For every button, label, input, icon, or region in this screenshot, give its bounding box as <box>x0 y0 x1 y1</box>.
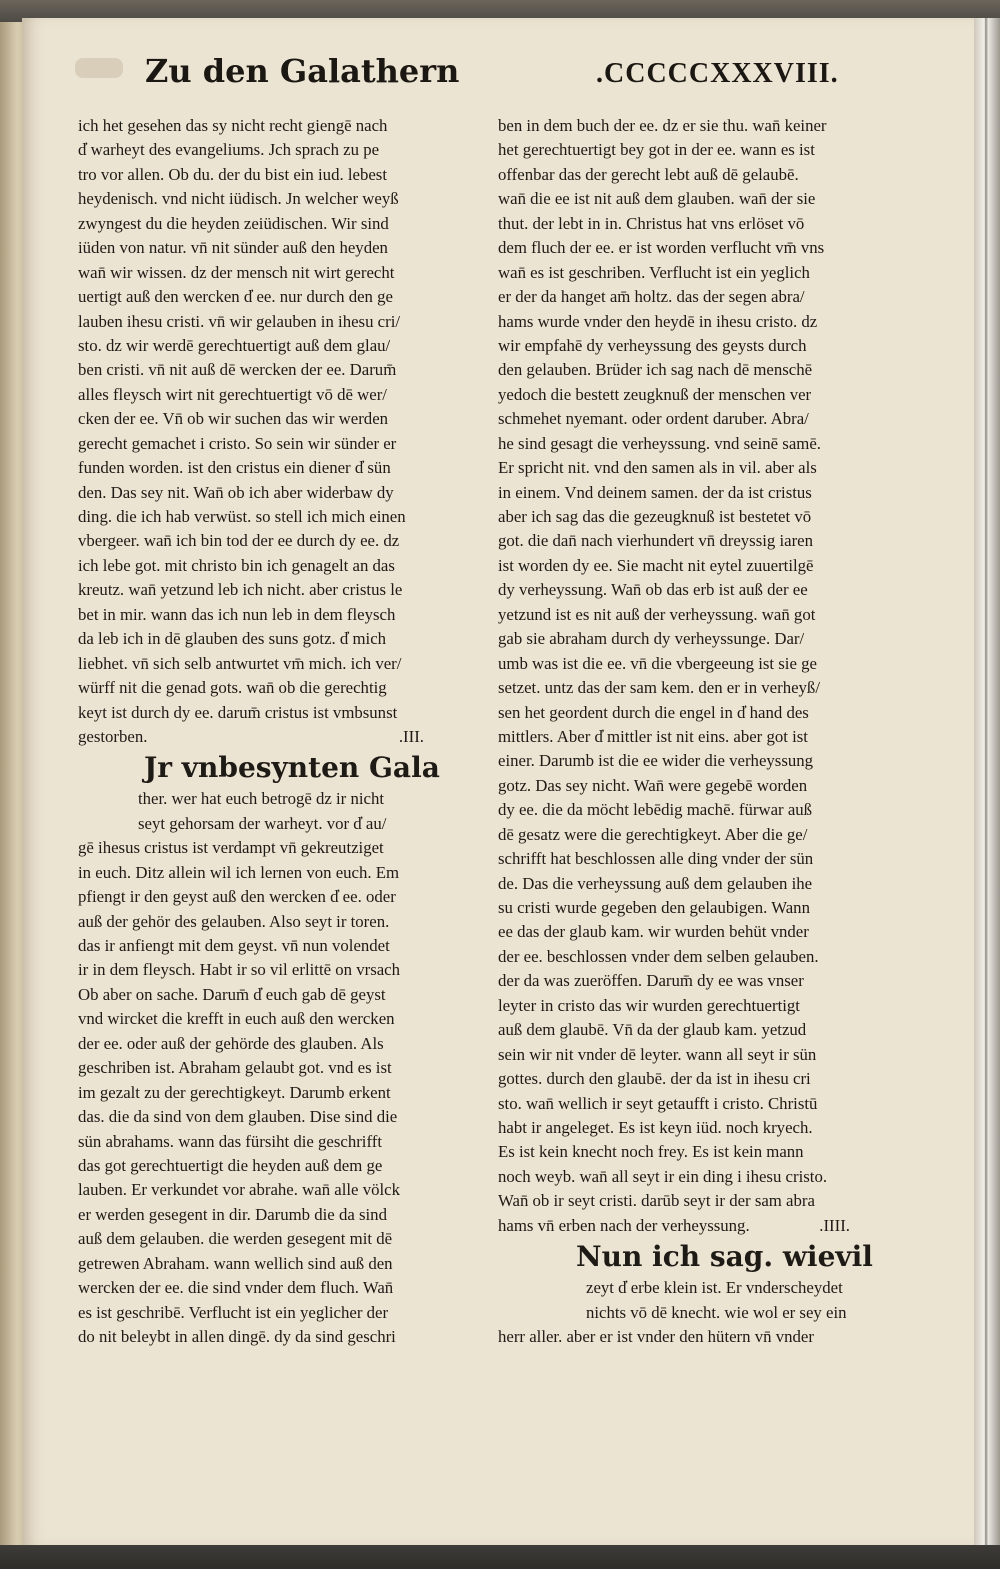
left-column-lines-indented <box>78 787 430 836</box>
text-line: ther. wer hat euch betrogē dz ir nicht <box>138 789 385 809</box>
text-line: het gerechtuertigt bey got in der ee. wann es ist <box>498 140 815 160</box>
text-line: zeyt d̓ erbe klein ist. Er vnderscheydet <box>586 1278 843 1298</box>
text-line: sen het geordent durch die engel in d̓ hand des <box>498 702 809 722</box>
text-line: Es ist kein knecht noch frey. Es ist kein mann <box>498 1142 804 1162</box>
text-line: he sind gesagt die verheyssung. vnd seinē samē. <box>498 433 821 453</box>
text-line: das ir anfiengt mit dem geyst. vn̄ nun volendet <box>78 936 390 955</box>
text-line: das got gerechtuertigt die heyden auß dem ge <box>78 1155 383 1175</box>
text-line: setzet. untz das der sam kem. den er in verheyß/ <box>498 678 820 698</box>
text-line: gotz. Das sey nicht. Wan̄ were gegebē worden <box>498 775 808 795</box>
text-line: Er spricht nit. vnd den samen als in vil. aber als <box>498 458 817 478</box>
right-chapter-heading: Nun ich sag. wievil <box>576 1240 873 1274</box>
text-line: funden worden. ist den cristus ein diener d̓ sün <box>78 458 391 478</box>
text-line: got. die dan̄ nach vierhundert vn̄ dreyssig iaren <box>498 531 814 551</box>
text-line: in einem. Vnd deinem samen. der da ist cristus <box>498 482 812 502</box>
right-text-column <box>498 114 873 1349</box>
text-line: den. Das sey nit. Wan̄ ob ich aber widerbaw dy <box>78 482 394 502</box>
left-column-lines-before <box>78 114 430 725</box>
text-line: sto. wan̄ wellich ir seyt getaufft i cristo. Christū <box>498 1093 818 1113</box>
text-line: wercken der ee. die sind vnder dem fluch. Wan̄ <box>78 1278 394 1298</box>
text-line: ich het gesehen das sy nicht recht giengē nach <box>78 116 388 135</box>
text-line: schrifft hat beschlossen alle ding vnder der sün <box>498 849 814 869</box>
text-line: habt ir angeleget. Es ist keyn iüd. noch kryech. <box>498 1117 813 1137</box>
right-chapter-mark: .IIII. <box>819 1215 850 1235</box>
text-line: seyt gehorsam der warheyt. vor d̓ au/ <box>138 813 387 833</box>
text-line: im gezalt zu der gerechtigkeyt. Darumb erkent <box>78 1082 391 1102</box>
text-line: gerecht gemachet i cristo. So sein wir sünder er <box>78 433 397 453</box>
running-title: Zu den Galathern <box>145 52 460 90</box>
text-line: den gelauben. Brüder ich sag nach dē menschē <box>498 360 813 380</box>
text-line: vbergeer. wan̄ ich bin tod der ee durch dy ee. dz <box>78 531 400 551</box>
text-line: dy ee. die da möcht lebēdig machē. fürwar auß <box>498 800 813 820</box>
text-line: wan̄ es ist geschriben. Verflucht ist ein yeglich <box>498 262 810 282</box>
text-line: su cristi wurde gegeben den gelaubigen. Wann <box>498 898 810 917</box>
text-line: mittlers. Aber d̓ mittler ist nit eins. aber got ist <box>498 726 808 746</box>
text-line: das. die da sind von dem glauben. Dise sind die <box>78 1107 398 1127</box>
text-line: tro vor allen. Ob du. der du bist ein iud. lebest <box>78 164 387 184</box>
left-chapter-mark: .III. <box>398 726 424 746</box>
text-line: offenbar das der gerecht lebt auß dē gelaubē. <box>498 164 799 184</box>
text-line: der da was zueröffen. Darum̄ dy ee was vnser <box>498 971 804 991</box>
text-line: lauben. Er verkundet vor abrahe. wan̄ alle völck <box>78 1180 400 1200</box>
text-line: noch weyb. wan̄ all seyt ir ein ding i ihesu cristo. <box>498 1166 828 1186</box>
text-line: ich lebe got. mit christo bin ich genagelt an das <box>78 555 395 575</box>
text-line: kreutz. wan̄ yetzund leb ich nicht. aber cristus le <box>78 580 403 600</box>
text-line: getrewen Abraham. wann wellich sind auß den <box>78 1253 393 1273</box>
right-column-lines-before <box>498 114 856 1214</box>
text-line: iüden von natur. vn̄ nit sünder auß den heyden <box>78 238 388 258</box>
text-line: Wan̄ ob ir seyt cristi. darūb seyt ir der sam abra <box>498 1191 815 1211</box>
text-line: d̓ warheyt des evangeliums. Jch sprach zu pe <box>78 140 380 160</box>
text-line: gē ihesus cristus ist verdampt vn̄ gekreutziget <box>78 838 384 858</box>
text-line: der ee. oder auß der gehörde des glauben. Als <box>78 1033 384 1053</box>
text-line: leyter in cristo das wir wurden gerechtuertigt <box>498 995 800 1015</box>
text-line: dem fluch der ee. er ist worden verflucht vm̄ vns <box>498 238 825 258</box>
text-line: heydenisch. vnd nicht iüdisch. Jn welcher weyß <box>78 189 399 209</box>
text-line: in euch. Ditz allein wil ich lernen von euch. Em <box>78 862 400 882</box>
left-chapter-end-line <box>78 725 430 749</box>
left-chapter-heading: Jr vnbesynten Gala <box>144 751 440 785</box>
right-last-line-text: hams vn̄ erben nach der verheyssung. <box>498 1215 750 1235</box>
text-line: yetzund ist es nit auß der verheyssung. wan̄ got <box>498 604 816 624</box>
text-line: dy verheyssung. Wan̄ ob das erb ist auß der ee <box>498 580 808 600</box>
text-line: gottes. durch den glaubē. der da ist in ihesu cri <box>498 1069 811 1089</box>
text-line: wan̄ wir wissen. dz der mensch nit wirt gerecht <box>78 262 395 282</box>
text-line: sün abrahams. wann das fürsiht die geschrifft <box>78 1131 383 1151</box>
text-line: ist worden dy ee. Sie macht nit eytel zuuertilgē <box>498 555 814 575</box>
text-line: lauben ihesu cristi. vn̄ wir gelauben in ihesu cri/ <box>78 311 401 331</box>
text-line: keyt ist durch dy ee. darum̄ cristus ist vmbsunst <box>78 702 398 722</box>
right-column-lines-indented <box>498 1276 856 1325</box>
text-line: umb was ist die ee. vn̄ die vbergeeung ist sie ge <box>498 653 817 673</box>
ink-smudge <box>75 58 123 78</box>
text-line: ben in dem buch der ee. dz er sie thu. wan̄ keiner <box>498 116 827 135</box>
text-line: zwyngest du die heyden zeiüdischen. Wir sind <box>78 213 389 233</box>
text-line: sto. dz wir werdē gerechtuertigt auß dem glau/ <box>78 335 391 355</box>
text-line: ir in dem fleysch. Habt ir so vil erlittē on vrsach <box>78 960 401 980</box>
text-line: nichts vō dē knecht. wie wol er sey ein <box>586 1302 847 1322</box>
text-line: gab sie abraham durch dy verheyssunge. Dar/ <box>498 629 805 649</box>
text-line: de. Das die verheyssung auß dem gelauben ihe <box>498 873 813 893</box>
text-line: auß dem gelauben. die werden gesegent mit dē <box>78 1229 393 1249</box>
left-last-line-text: gestorben. <box>78 726 148 746</box>
text-line: alles fleysch wirt nit gerechtuertigt vō dē wer/ <box>78 384 387 404</box>
left-column-lines-after <box>78 836 430 1349</box>
scan-backdrop-bottom <box>0 1545 1000 1569</box>
text-line: er werden gesegent in dir. Darumb die da sind <box>78 1204 387 1224</box>
text-line: herr aller. aber er ist vnder den hütern vn̄ vnder <box>498 1327 814 1346</box>
text-line: ding. die ich hab verwüst. so stell ich mich einen <box>78 507 406 526</box>
text-line: pfiengt ir den geyst auß den wercken d̓ ee. oder <box>78 887 396 907</box>
text-line: der ee. beschlossen vnder dem selben gelauben. <box>498 946 819 966</box>
text-line: schmehet nyemant. oder ordent daruber. Abra/ <box>498 409 809 429</box>
text-line: wir empfahē dy verheyssung des geysts durch <box>498 335 807 355</box>
text-line: wan̄ die ee ist nit auß dem glauben. wan̄ der sie <box>498 189 816 209</box>
text-line: thut. der lebt in in. Christus hat vns erlöset vō <box>498 213 805 233</box>
text-line: es ist geschribē. Verflucht ist ein yeglicher der <box>78 1302 389 1322</box>
right-column-lines-after <box>498 1325 856 1349</box>
text-line: bet in mir. wann das ich nun leb in dem fleysch <box>78 604 396 624</box>
text-line: dē gesatz were die gerechtigkeyt. Aber die ge/ <box>498 824 808 844</box>
left-text-column <box>78 114 440 1349</box>
text-line: auß dem glaubē. Vn̄ da der glaub kam. yetzud <box>498 1020 807 1040</box>
text-line: auß der gehör des gelauben. Also seyt ir toren. <box>78 911 390 931</box>
text-line: do nit beleybt in allen dingē. dy da sind geschri <box>78 1327 396 1346</box>
text-line: einer. Darumb ist die ee wider die verheyssung <box>498 751 814 771</box>
text-line: cken der ee. Vn̄ ob wir suchen das wir werden <box>78 409 389 429</box>
text-line: ben cristi. vn̄ nit auß dē wercken der ee. Darum̄ <box>78 360 397 380</box>
folio-number: .CCCCCXXXVIII. <box>596 58 839 89</box>
text-line: er der da hanget am̄ holtz. das der segen abra/ <box>498 287 805 307</box>
text-line: sein wir nit vnder dē leyter. wann all seyt ir sün <box>498 1044 817 1064</box>
text-line: würff nit die genad gots. wan̄ ob die gerechtig <box>78 678 387 698</box>
text-line: liebhet. vn̄ sich selb antwurtet vm̄ mich. ich ver/ <box>78 653 402 673</box>
text-line: yedoch die bestett zeugknuß der menschen ver <box>498 384 812 404</box>
right-chapter-end-line <box>498 1214 856 1238</box>
text-line: Ob aber on sache. Darum̄ d̓ euch gab dē geyst <box>78 984 386 1004</box>
text-line: hams wurde vnder den heydē in ihesu cristo. dz <box>498 311 818 331</box>
text-line: aber ich sag das die gezeugknuß ist bestetet vō <box>498 507 812 526</box>
text-line: vnd wircket die krefft in euch auß den wercken <box>78 1009 395 1029</box>
text-line: uertigt auß den wercken d̓ ee. nur durch den ge <box>78 287 393 307</box>
page-fore-edge <box>974 18 1000 1548</box>
text-line: da leb ich in dē glauben des suns gotz. d̓ mich <box>78 629 387 649</box>
text-line: ee das der glaub kam. wir wurden behüt vnder <box>498 922 809 942</box>
text-line: geschriben ist. Abraham gelaubt got. vnd es ist <box>78 1058 392 1078</box>
